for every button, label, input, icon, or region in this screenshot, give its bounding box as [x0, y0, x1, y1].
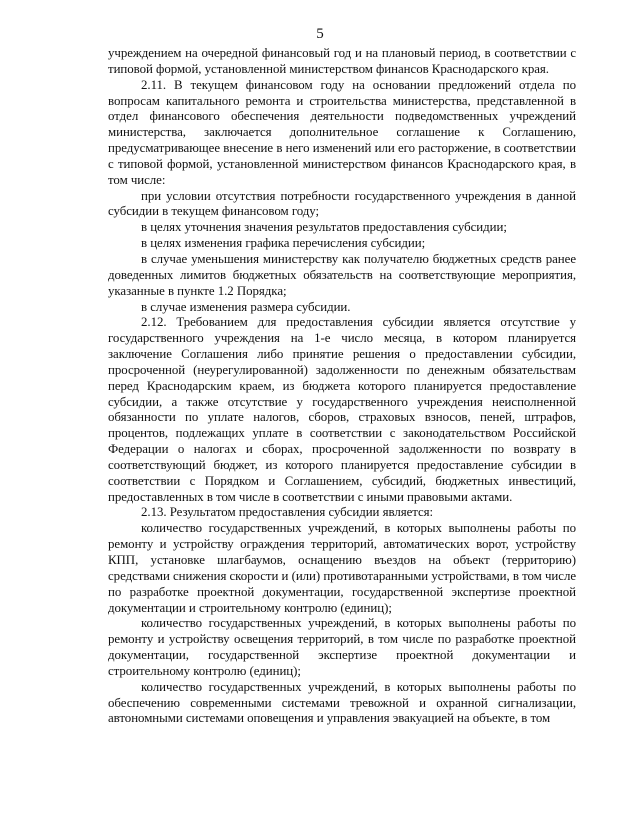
result-item-alarm: количество государственных учреждений, в которых выполнены работы по обеспечению современными системами тревожной и охранной сигнализации, автономными системами оповещения и управления эвакуацией на объекте, в том	[108, 679, 576, 726]
list-item-amount: в случае изменения размера субсидии.	[141, 299, 351, 314]
paragraph-2-11: 2.11. В текущем финансовом году на основании предложений отдела по вопросам капитального ремонта и строительства министерства, представленной в отдел финансового обеспечения деятельности подведомственных учреждений министерства, заключается дополнительное соглашение к Соглашению, предусматривающее внесение в него изменений или его расторжение, в соответствии с типовой формой, установленной министерством финансов Краснодарского края, в том числе:	[108, 77, 576, 187]
list-item-no-need: при условии отсутствия потребности государственного учреждения в данной субсидии в текущем финансовом году;	[108, 188, 576, 219]
result-item-lighting: количество государственных учреждений, в которых выполнены работы по ремонту и устройству освещения территорий, в том числе по разработке проектной документации, государственной экспертизе проектной документации и строительному контролю (единиц);	[108, 616, 576, 678]
paragraph-2-12: 2.12. Требованием для предоставления субсидии является отсутствие у государственного учреждения на 1-е число месяца, в котором планируется заключение Соглашения либо принятие решения о предоставлении субсидии, просроченной (неурегулированной) задолженности по денежным обязательствам перед Краснодарским краем, из бюджета которого планируется предоставление субсидии, а также отсутствие у государственного учреждения неисполненной обязанности по уплате налогов, сборов, страховых взносов, пеней, штрафов, процентов, подлежащих уплате в соответствии с законодательством Российской Федерации о налогах и сборах, просроченной задолженности по возврату в соответствующий бюджет, из которого планируется предоставление субсидии в соответствии с Порядком и Соглашением, субсидий, бюджетных инвестиций, предоставленных в том числе в соответствии с иными правовыми актами.	[108, 315, 576, 504]
paragraph-continuation: учреждением на очередной финансовый год и на плановый период, в соответствии с типовой формой, установленной министерством финансов Краснодарского края.	[108, 46, 576, 76]
paragraph-2-13: 2.13. Результатом предоставления субсидии является:	[141, 505, 434, 520]
list-item-schedule: в целях изменения графика перечисления субсидии;	[141, 236, 426, 251]
list-item-limits: в случае уменьшения министерству как получателю бюджетных средств ранее доведенных лимитов бюджетных обязательств на соответствующие мероприятия, указанные в пункте 1.2 Порядка;	[108, 251, 576, 298]
page-number: 5	[316, 26, 324, 42]
list-item-results: в целях уточнения значения результатов предоставления субсидии;	[141, 220, 507, 235]
document-body	[108, 46, 576, 727]
result-item-fencing: количество государственных учреждений, в которых выполнены работы по ремонту и устройству ограждения территорий, автоматических ворот, устройству КПП, установке шлагбаумов, оснащению въездов на объект (территорию) средствами снижения скорости и (или) противотаранными устройствами, в том числе по разработке проектной документации, государственной экспертизе проектной документации и строительному контролю (единиц);	[108, 521, 576, 615]
